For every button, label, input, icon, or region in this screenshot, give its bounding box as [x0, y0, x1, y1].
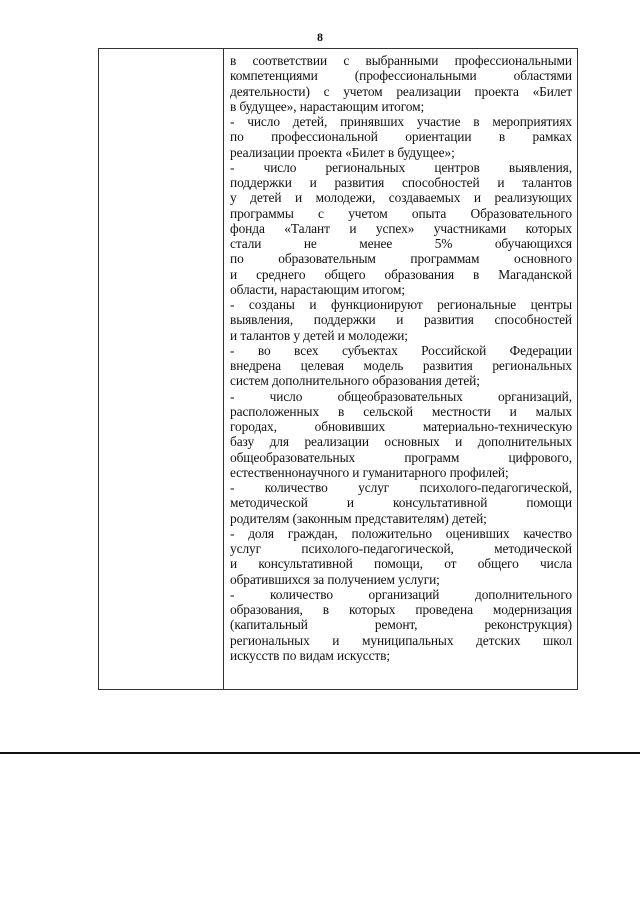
text-line: поддержки и развития способностей и талантов	[230, 175, 572, 190]
table	[98, 48, 578, 690]
text-line: - число детей, принявших участие в мероприятиях	[230, 114, 572, 129]
text-line: образования, в которых проведена модернизация	[230, 602, 572, 617]
text-line: внедрена целевая модель развития региональных	[230, 358, 572, 373]
column-divider	[223, 49, 224, 689]
table-cell-text	[230, 53, 572, 663]
text-line: в будущее», нарастающим итогом;	[230, 98, 425, 114]
text-line: - число региональных центров выявления,	[230, 159, 572, 175]
text-line: естественнонаучного и гуманитарного профилей;	[230, 464, 509, 480]
text-line: у детей и молодежи, создаваемых и реализующих	[230, 190, 572, 206]
text-line: систем дополнительного образования детей;	[230, 373, 480, 389]
text-line: и консультативной помощи, от общего числа	[230, 556, 572, 572]
text-line: - доля граждан, положительно оценивших качество	[230, 525, 572, 541]
text-line: - количество организаций дополнительного	[230, 586, 572, 602]
text-line: деятельности) с учетом реализации проекта «Билет	[230, 83, 572, 99]
text-line: - число общеобразовательных организаций,	[230, 388, 572, 404]
page-number: 8	[317, 30, 323, 44]
text-line: базу для реализации основных и дополнительных	[230, 434, 572, 450]
text-line: реализации проекта «Билет в будущее»;	[230, 144, 455, 160]
text-line: программы с учетом опыта Образовательного	[230, 205, 572, 221]
text-line: - количество услуг психолого-педагогической,	[230, 480, 572, 495]
text-line: и талантов у детей и молодежи;	[230, 327, 408, 343]
text-line: региональных и муниципальных детских школ	[230, 632, 572, 648]
text-line: компетенциями (профессиональными областями	[230, 68, 572, 84]
text-line: и среднего общего образования в Магаданской	[230, 266, 572, 282]
text-line: искусств по видам искусств;	[230, 647, 391, 663]
text-line: по образовательным программам основного	[230, 251, 572, 267]
text-line: (капитальный ремонт, реконструкция)	[230, 617, 572, 633]
text-line: - во всех субъектах Российской Федерации	[230, 342, 572, 358]
text-line: по профессиональной ориентации в рамках	[230, 129, 572, 145]
bottom-rule	[0, 752, 640, 754]
text-line: методической и консультативной помощи	[230, 495, 572, 511]
text-line: выявления, поддержки и развития способностей	[230, 312, 572, 328]
text-line: фонда «Талант и успех» участниками которых	[230, 220, 572, 236]
text-line: услуг психолого-педагогической, методической	[230, 541, 572, 556]
text-line: городах, обновивших материально-техническую	[230, 419, 572, 434]
text-line: области, нарастающим итогом;	[230, 281, 405, 297]
text-line: - созданы и функционируют региональные центры	[230, 297, 572, 312]
text-line: родителям (законным представителям) детей;	[230, 510, 487, 526]
text-line: обратившихся за получением услуги;	[230, 571, 440, 587]
text-line: общеобразовательных программ цифрового,	[230, 449, 572, 465]
text-line: стали не менее 5% обучающихся	[230, 236, 572, 251]
text-line: расположенных в сельской местности и малых	[230, 403, 572, 419]
text-line: в соответствии с выбранными профессиональными	[230, 53, 572, 68]
